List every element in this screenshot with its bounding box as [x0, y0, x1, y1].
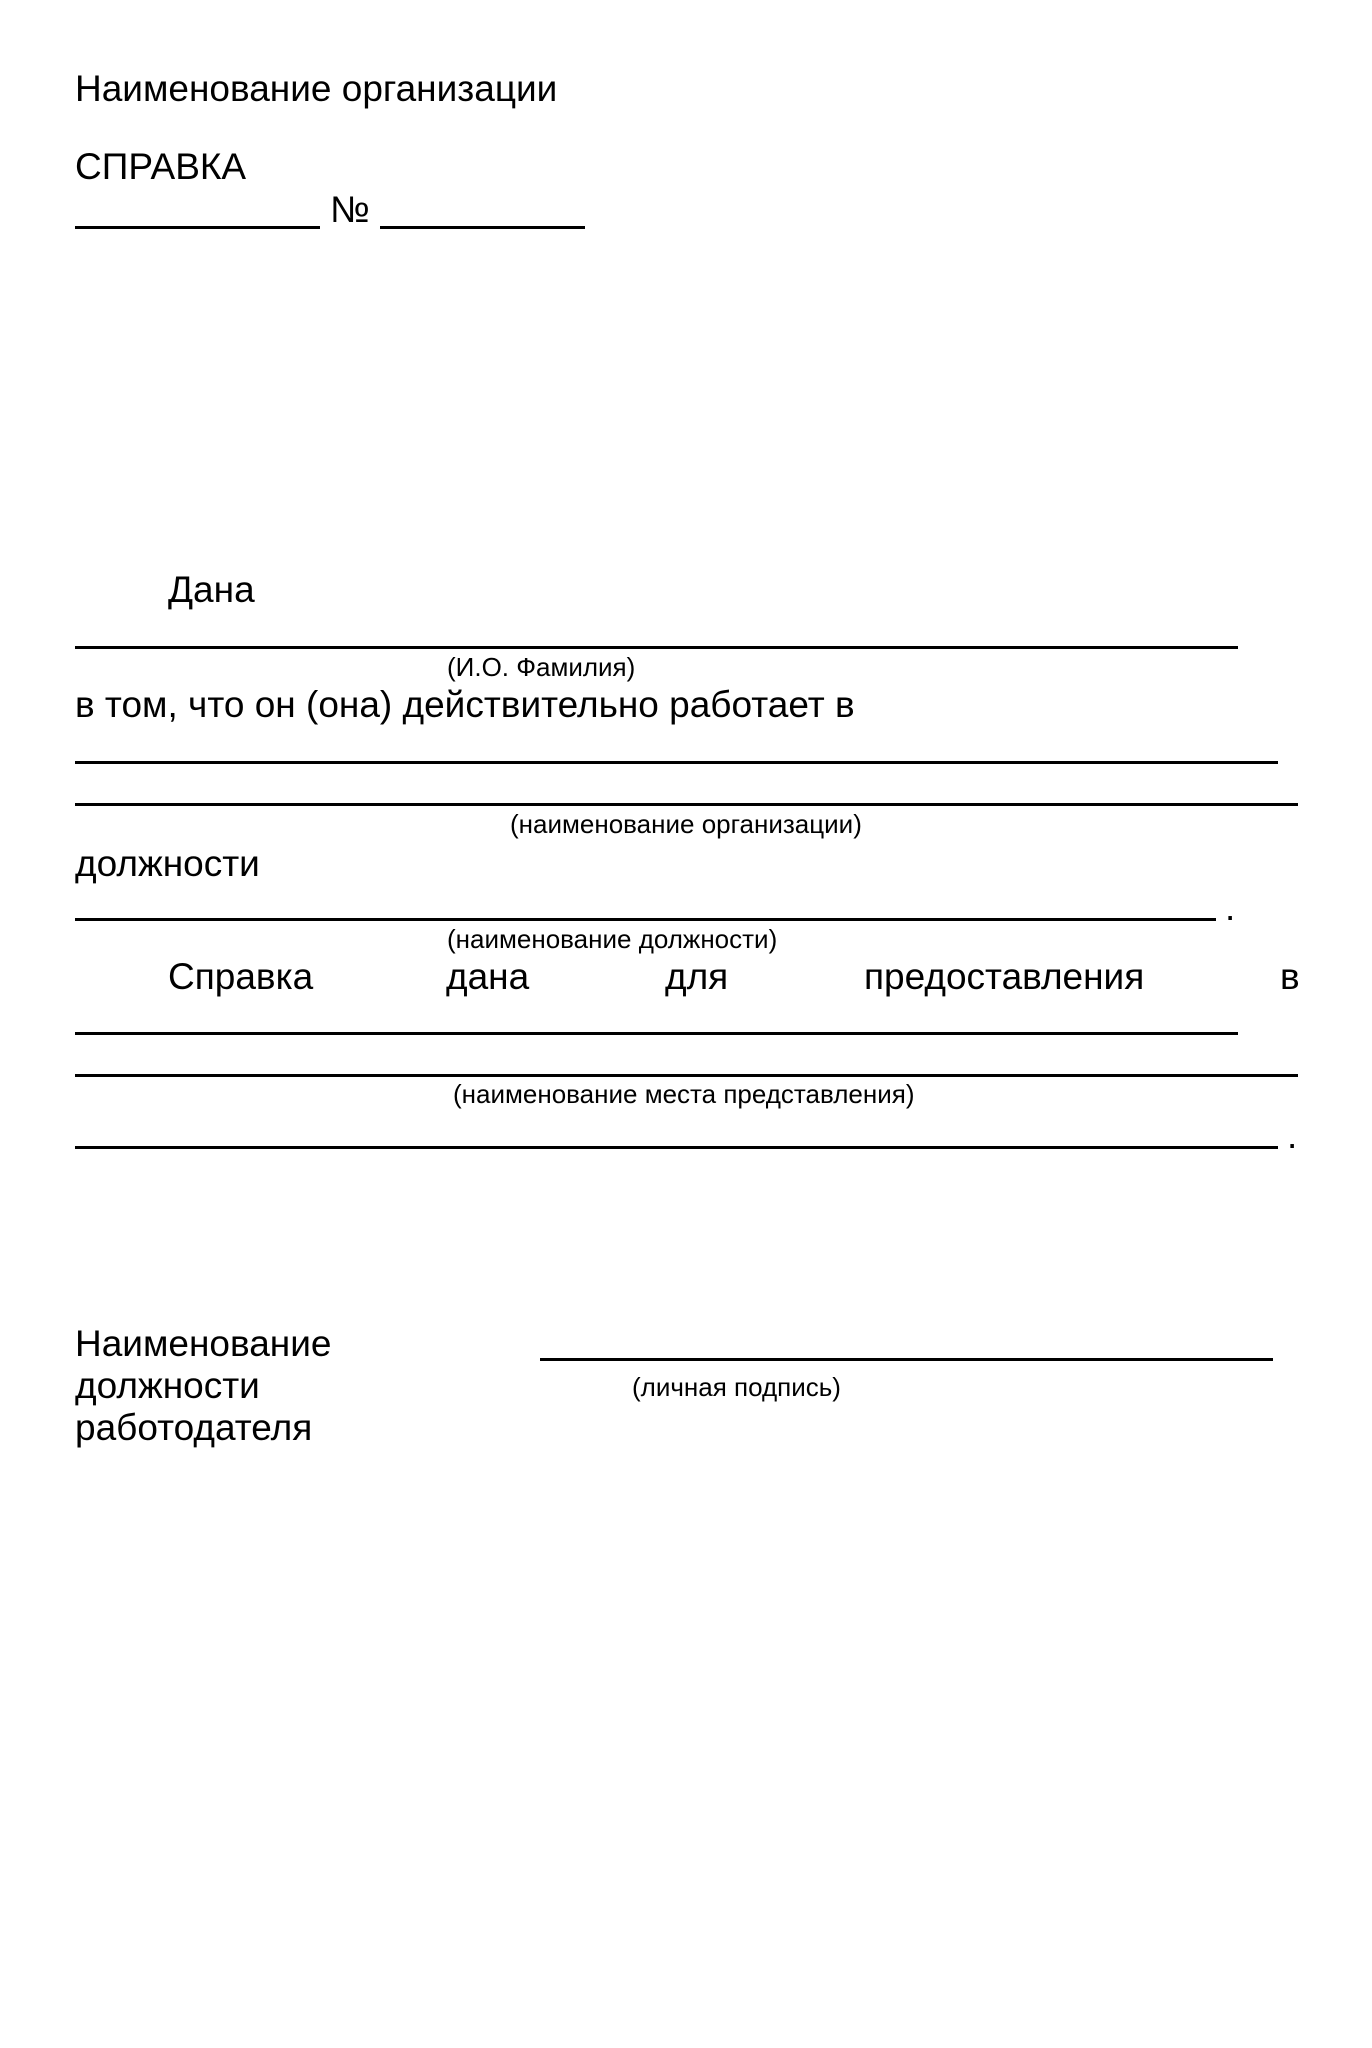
issued-to-label: Дана: [168, 569, 255, 610]
place-line-1: [75, 1032, 1238, 1035]
place-line-2: [75, 1074, 1298, 1077]
purpose-word-2: дана: [446, 956, 530, 997]
full-name-line: [75, 646, 1238, 649]
date-blank-line: [75, 226, 320, 229]
place-period: .: [1287, 1115, 1298, 1156]
purpose-word-3: для: [665, 956, 729, 997]
number-sign: №: [330, 189, 370, 230]
employer-title-line-2: должности: [75, 1365, 260, 1406]
position-caption: (наименование должности): [447, 924, 778, 954]
document-title: СПРАВКА: [75, 146, 247, 187]
organization-caption: (наименование организации): [510, 809, 862, 839]
organization-line-2: [75, 803, 1298, 806]
purpose-word-5: в: [1280, 956, 1300, 997]
purpose-word-1: Справка: [168, 956, 314, 997]
employer-title-line-3: работодателя: [75, 1407, 313, 1448]
employer-title-line-1: Наименование: [75, 1323, 332, 1364]
position-period: .: [1225, 887, 1236, 928]
place-line-3: [75, 1146, 1278, 1149]
purpose-word-4: предоставления: [864, 956, 1145, 997]
works-at-text: в том, что он (она) действительно работает в: [75, 684, 855, 725]
signature-line: [540, 1358, 1273, 1361]
position-line: [75, 918, 1216, 921]
number-blank-line: [380, 226, 585, 229]
organization-name: Наименование организации: [75, 68, 558, 109]
signature-caption: (личная подпись): [632, 1372, 841, 1402]
place-caption: (наименование места представления): [453, 1079, 915, 1109]
full-name-caption: (И.О. Фамилия): [447, 652, 636, 682]
position-label: должности: [75, 843, 260, 884]
organization-line-1: [75, 761, 1278, 764]
